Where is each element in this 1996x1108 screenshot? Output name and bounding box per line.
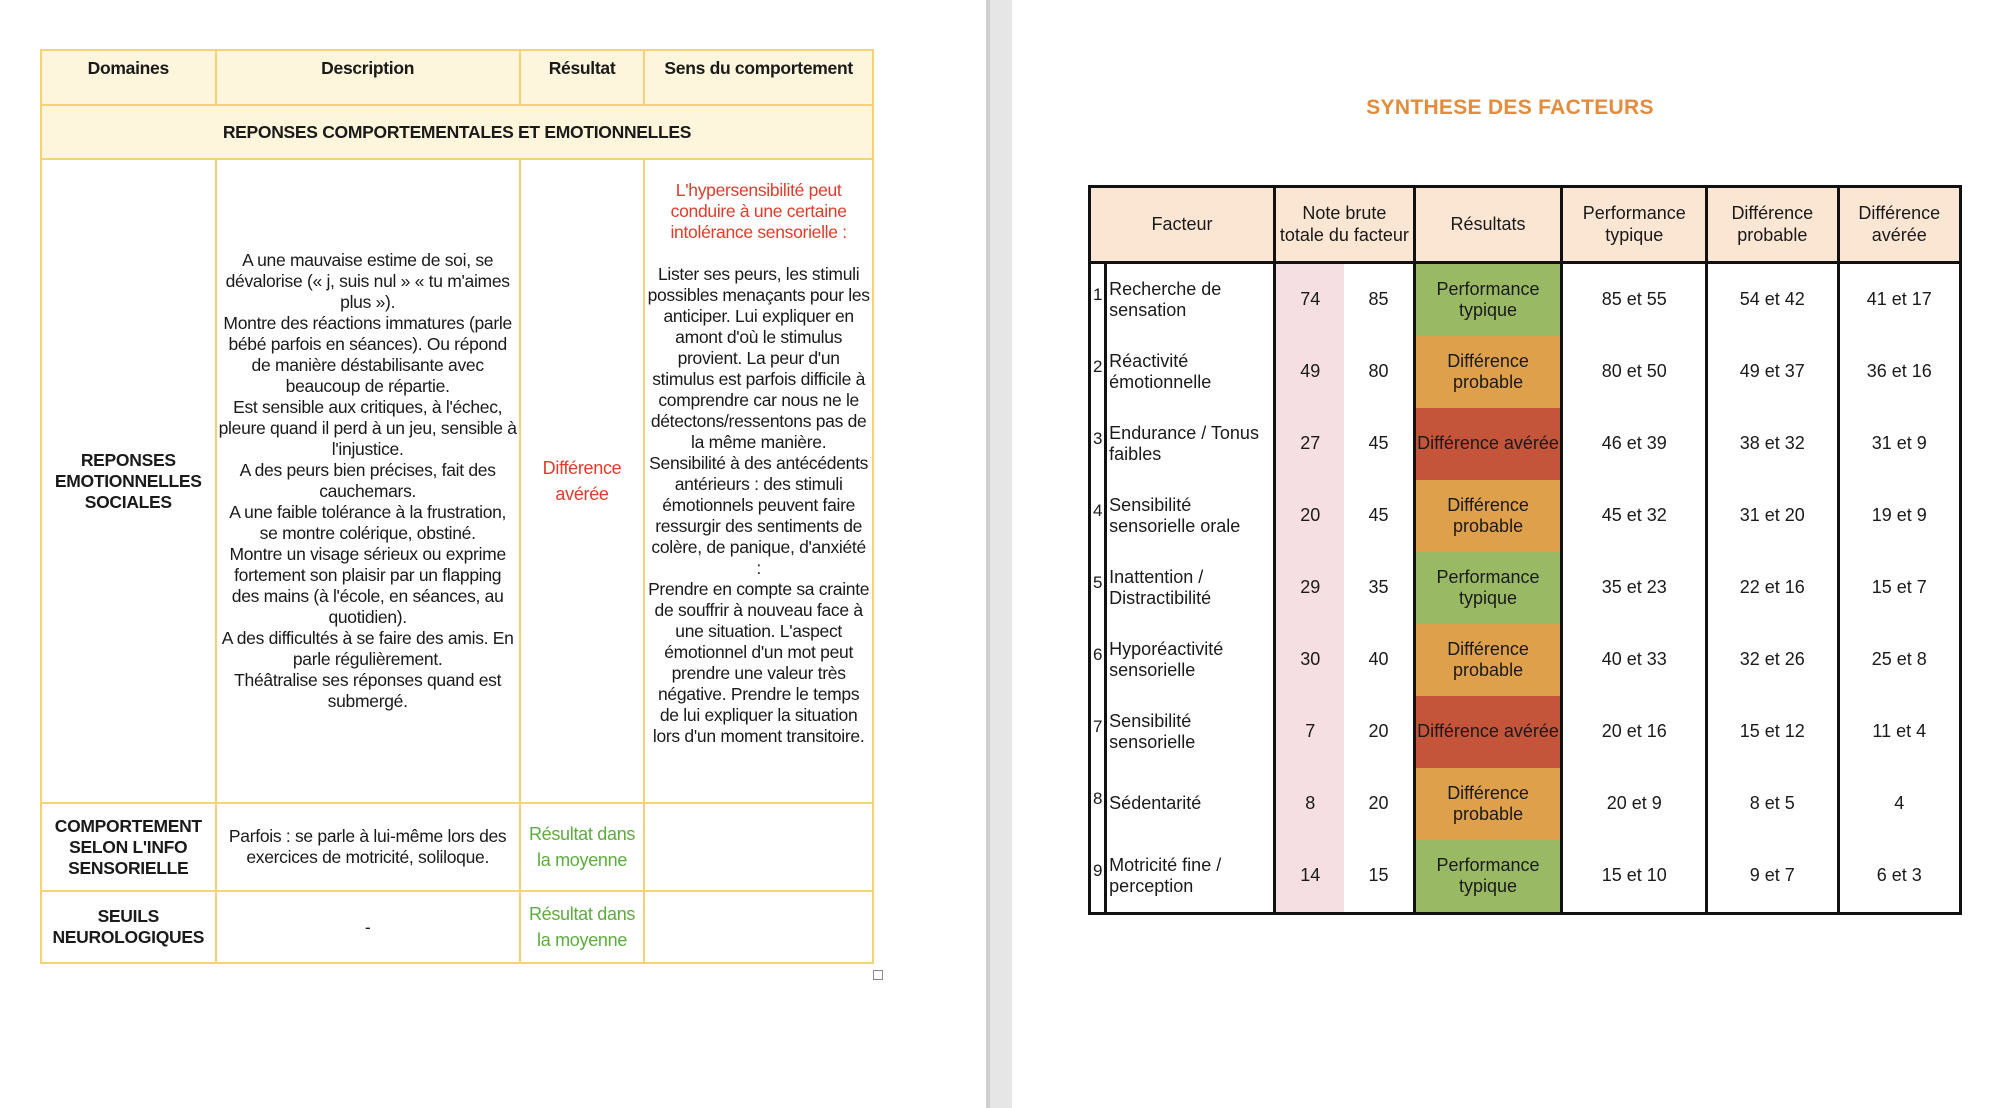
factor-result: Différence avérée xyxy=(1414,408,1562,480)
synth-header-av: Différence avérée xyxy=(1838,187,1960,263)
factor-prob-range: 31 et 20 xyxy=(1707,480,1839,552)
factor-av-range: 11 et 4 xyxy=(1838,696,1960,768)
factor-row xyxy=(1090,696,1961,768)
factor-av-range: 25 et 8 xyxy=(1838,624,1960,696)
factor-perf-range: 35 et 23 xyxy=(1562,552,1707,624)
synth-header-facteur: Facteur xyxy=(1090,187,1275,263)
factor-result: Performance typique xyxy=(1414,552,1562,624)
factor-prob-range: 49 et 37 xyxy=(1707,336,1839,408)
factor-prob-range: 15 et 12 xyxy=(1707,696,1839,768)
factor-number: 9 xyxy=(1093,861,1103,880)
factor-raw-score: 7 xyxy=(1275,696,1345,768)
factor-raw-score: 14 xyxy=(1275,840,1345,914)
factor-name: Inattention / Distractibilité xyxy=(1106,552,1275,624)
factor-av-range: 36 et 16 xyxy=(1838,336,1960,408)
factor-prob-range: 32 et 26 xyxy=(1707,624,1839,696)
meaning-cell xyxy=(644,891,873,963)
factor-name: Motricité fine / perception xyxy=(1106,840,1275,914)
synth-header-resultats: Résultats xyxy=(1414,187,1562,263)
factor-row xyxy=(1090,552,1961,624)
factor-result: Différence probable xyxy=(1414,480,1562,552)
factor-av-range: 6 et 3 xyxy=(1838,840,1960,914)
factor-number: 3 xyxy=(1093,429,1103,448)
factor-number: 2 xyxy=(1093,357,1103,376)
factor-name: Recherche de sensation xyxy=(1106,263,1275,337)
factor-name: Hyporéactivité sensorielle xyxy=(1106,624,1275,696)
domain-cell: COMPORTEMENT SELON L'INFO SENSORIELLE xyxy=(41,803,216,891)
description-cell: A une mauvaise estime de soi, se dévalorise (« j, suis nul » « tu m'aimes plus »). Montre des réactions immatures (parle bébé parfois en séances). Ou répond de manière déstabilisante avec beaucoup de répartie. Est sensible aux critiques, à l'échec, pleure quand il perd à un jeu, sensible à l'injustice. A des peurs bien précises, fait des cauchemars. A une faible tolérance à la frustration, se montre colérique, obstiné. Montre un visage sérieux ou exprime fortement son plaisir par un flapping des mains (à l'école, en séances, au quotidien). A des difficultés à se faire des amis. En parle régulièrement. Théâtralise ses réponses quand est submergé. xyxy=(216,159,520,803)
factor-max-score: 80 xyxy=(1368,361,1389,382)
result-cell: Différence avérée xyxy=(520,159,645,803)
factor-row xyxy=(1090,624,1961,696)
factor-number: 6 xyxy=(1093,645,1103,664)
factor-raw-score: 20 xyxy=(1275,480,1345,552)
behavior-table xyxy=(40,49,874,964)
result-cell: Résultat dans la moyenne xyxy=(520,803,645,891)
synthesis-title xyxy=(1012,96,1996,120)
synthesis-title-text: SYNTHESE DES FACTEURS xyxy=(1366,96,1654,119)
factor-av-range: 41 et 17 xyxy=(1838,263,1960,337)
factor-max-score: 45 xyxy=(1368,505,1389,526)
header-resultat: Résultat xyxy=(520,50,645,105)
factor-perf-range: 46 et 39 xyxy=(1562,408,1707,480)
meaning-cell xyxy=(644,803,873,891)
synth-header-perf: Performance typique xyxy=(1562,187,1707,263)
factor-av-range: 31 et 9 xyxy=(1838,408,1960,480)
factor-row xyxy=(1090,840,1961,914)
page-edge xyxy=(986,0,990,1108)
description-cell: Parfois : se parle à lui-même lors des exercices de motricité, soliloque. xyxy=(216,803,520,891)
factor-max-score: 20 xyxy=(1368,793,1389,814)
factor-prob-range: 8 et 5 xyxy=(1707,768,1839,840)
factor-prob-range: 9 et 7 xyxy=(1707,840,1839,914)
left-document-page xyxy=(0,0,986,1108)
factor-perf-range: 40 et 33 xyxy=(1562,624,1707,696)
factor-raw-score: 49 xyxy=(1275,336,1345,408)
factor-prob-range: 54 et 42 xyxy=(1707,263,1839,337)
factor-number: 4 xyxy=(1093,501,1103,520)
factor-perf-range: 80 et 50 xyxy=(1562,336,1707,408)
factor-result: Performance typique xyxy=(1414,840,1562,914)
factor-perf-range: 15 et 10 xyxy=(1562,840,1707,914)
factor-result: Différence avérée xyxy=(1414,696,1562,768)
factor-name: Sensibilité sensorielle xyxy=(1106,696,1275,768)
factor-perf-range: 85 et 55 xyxy=(1562,263,1707,337)
factor-av-range: 15 et 7 xyxy=(1838,552,1960,624)
factor-row xyxy=(1090,768,1961,840)
factor-max-score: 85 xyxy=(1368,289,1389,310)
page-gutter xyxy=(986,0,1012,1108)
header-domaines: Domaines xyxy=(41,50,216,105)
factor-number: 7 xyxy=(1093,717,1103,736)
factor-max-score: 15 xyxy=(1368,865,1389,886)
factor-result: Différence probable xyxy=(1414,768,1562,840)
section-title: REPONSES COMPORTEMENTALES ET EMOTIONNELLES xyxy=(41,105,873,159)
header-sens: Sens du comportement xyxy=(644,50,873,105)
factor-raw-score: 29 xyxy=(1275,552,1345,624)
factor-name: Réactivité émotionnelle xyxy=(1106,336,1275,408)
factor-raw-score: 30 xyxy=(1275,624,1345,696)
factor-raw-score: 27 xyxy=(1275,408,1345,480)
meaning-text: Lister ses peurs, les stimuli possibles menaçants pour les anticiper. Lui expliquer en amont d'où le stimulus provient. La peur d'un stimulus est parfois difficile à comprendre car nous ne le détectons/ressentons pas de la même manière. Sensibilité à des antécédents antérieurs : des stimuli émotionnels peuvent faire ressurgir des sentiments de colère, de panique, d'anxiété : Prendre en compte sa crainte de souffrir à nouveau face à une situation. L'aspect émotionnel d'un mot peut prendre une valeur très négative. Prendre le temps de lui expliquer la situation lors d'un moment transitoire. xyxy=(647,264,870,746)
factor-max-score: 45 xyxy=(1368,433,1389,454)
synthesis-table-body xyxy=(1090,263,1961,914)
factor-name: Sensibilité sensorielle orale xyxy=(1106,480,1275,552)
factor-perf-range: 45 et 32 xyxy=(1562,480,1707,552)
factor-result: Performance typique xyxy=(1414,263,1562,337)
factor-row xyxy=(1090,408,1961,480)
factor-row xyxy=(1090,336,1961,408)
factor-raw-score: 74 xyxy=(1275,263,1345,337)
meaning-cell xyxy=(644,159,873,803)
factor-max-score: 35 xyxy=(1368,577,1389,598)
table-resize-handle[interactable] xyxy=(873,970,883,980)
domain-cell: SEUILS NEUROLOGIQUES xyxy=(41,891,216,963)
factor-result: Différence probable xyxy=(1414,624,1562,696)
factor-name: Sédentarité xyxy=(1106,768,1275,840)
factor-av-range: 4 xyxy=(1838,768,1960,840)
factor-number: 5 xyxy=(1093,573,1103,592)
factor-row xyxy=(1090,263,1961,337)
synthesis-table xyxy=(1088,185,1962,915)
result-cell: Résultat dans la moyenne xyxy=(520,891,645,963)
factor-row xyxy=(1090,480,1961,552)
factor-max-score: 20 xyxy=(1368,721,1389,742)
factor-max-score: 40 xyxy=(1368,649,1389,670)
factor-prob-range: 22 et 16 xyxy=(1707,552,1839,624)
factor-av-range: 19 et 9 xyxy=(1838,480,1960,552)
factor-prob-range: 38 et 32 xyxy=(1707,408,1839,480)
domain-cell: REPONSES EMOTIONNELLES SOCIALES xyxy=(41,159,216,803)
factor-number: 8 xyxy=(1093,789,1103,808)
header-description: Description xyxy=(216,50,520,105)
synth-header-note: Note brute totale du facteur xyxy=(1275,187,1415,263)
factor-perf-range: 20 et 9 xyxy=(1562,768,1707,840)
synth-header-prob: Différence probable xyxy=(1707,187,1839,263)
description-cell: - xyxy=(216,891,520,963)
meaning-title: L'hypersensibilité peut conduire à une certaine intolérance sensorielle : xyxy=(670,180,847,242)
factor-raw-score: 8 xyxy=(1275,768,1345,840)
factor-number: 1 xyxy=(1093,285,1103,304)
factor-perf-range: 20 et 16 xyxy=(1562,696,1707,768)
factor-name: Endurance / Tonus faibles xyxy=(1106,408,1275,480)
factor-result: Différence probable xyxy=(1414,336,1562,408)
